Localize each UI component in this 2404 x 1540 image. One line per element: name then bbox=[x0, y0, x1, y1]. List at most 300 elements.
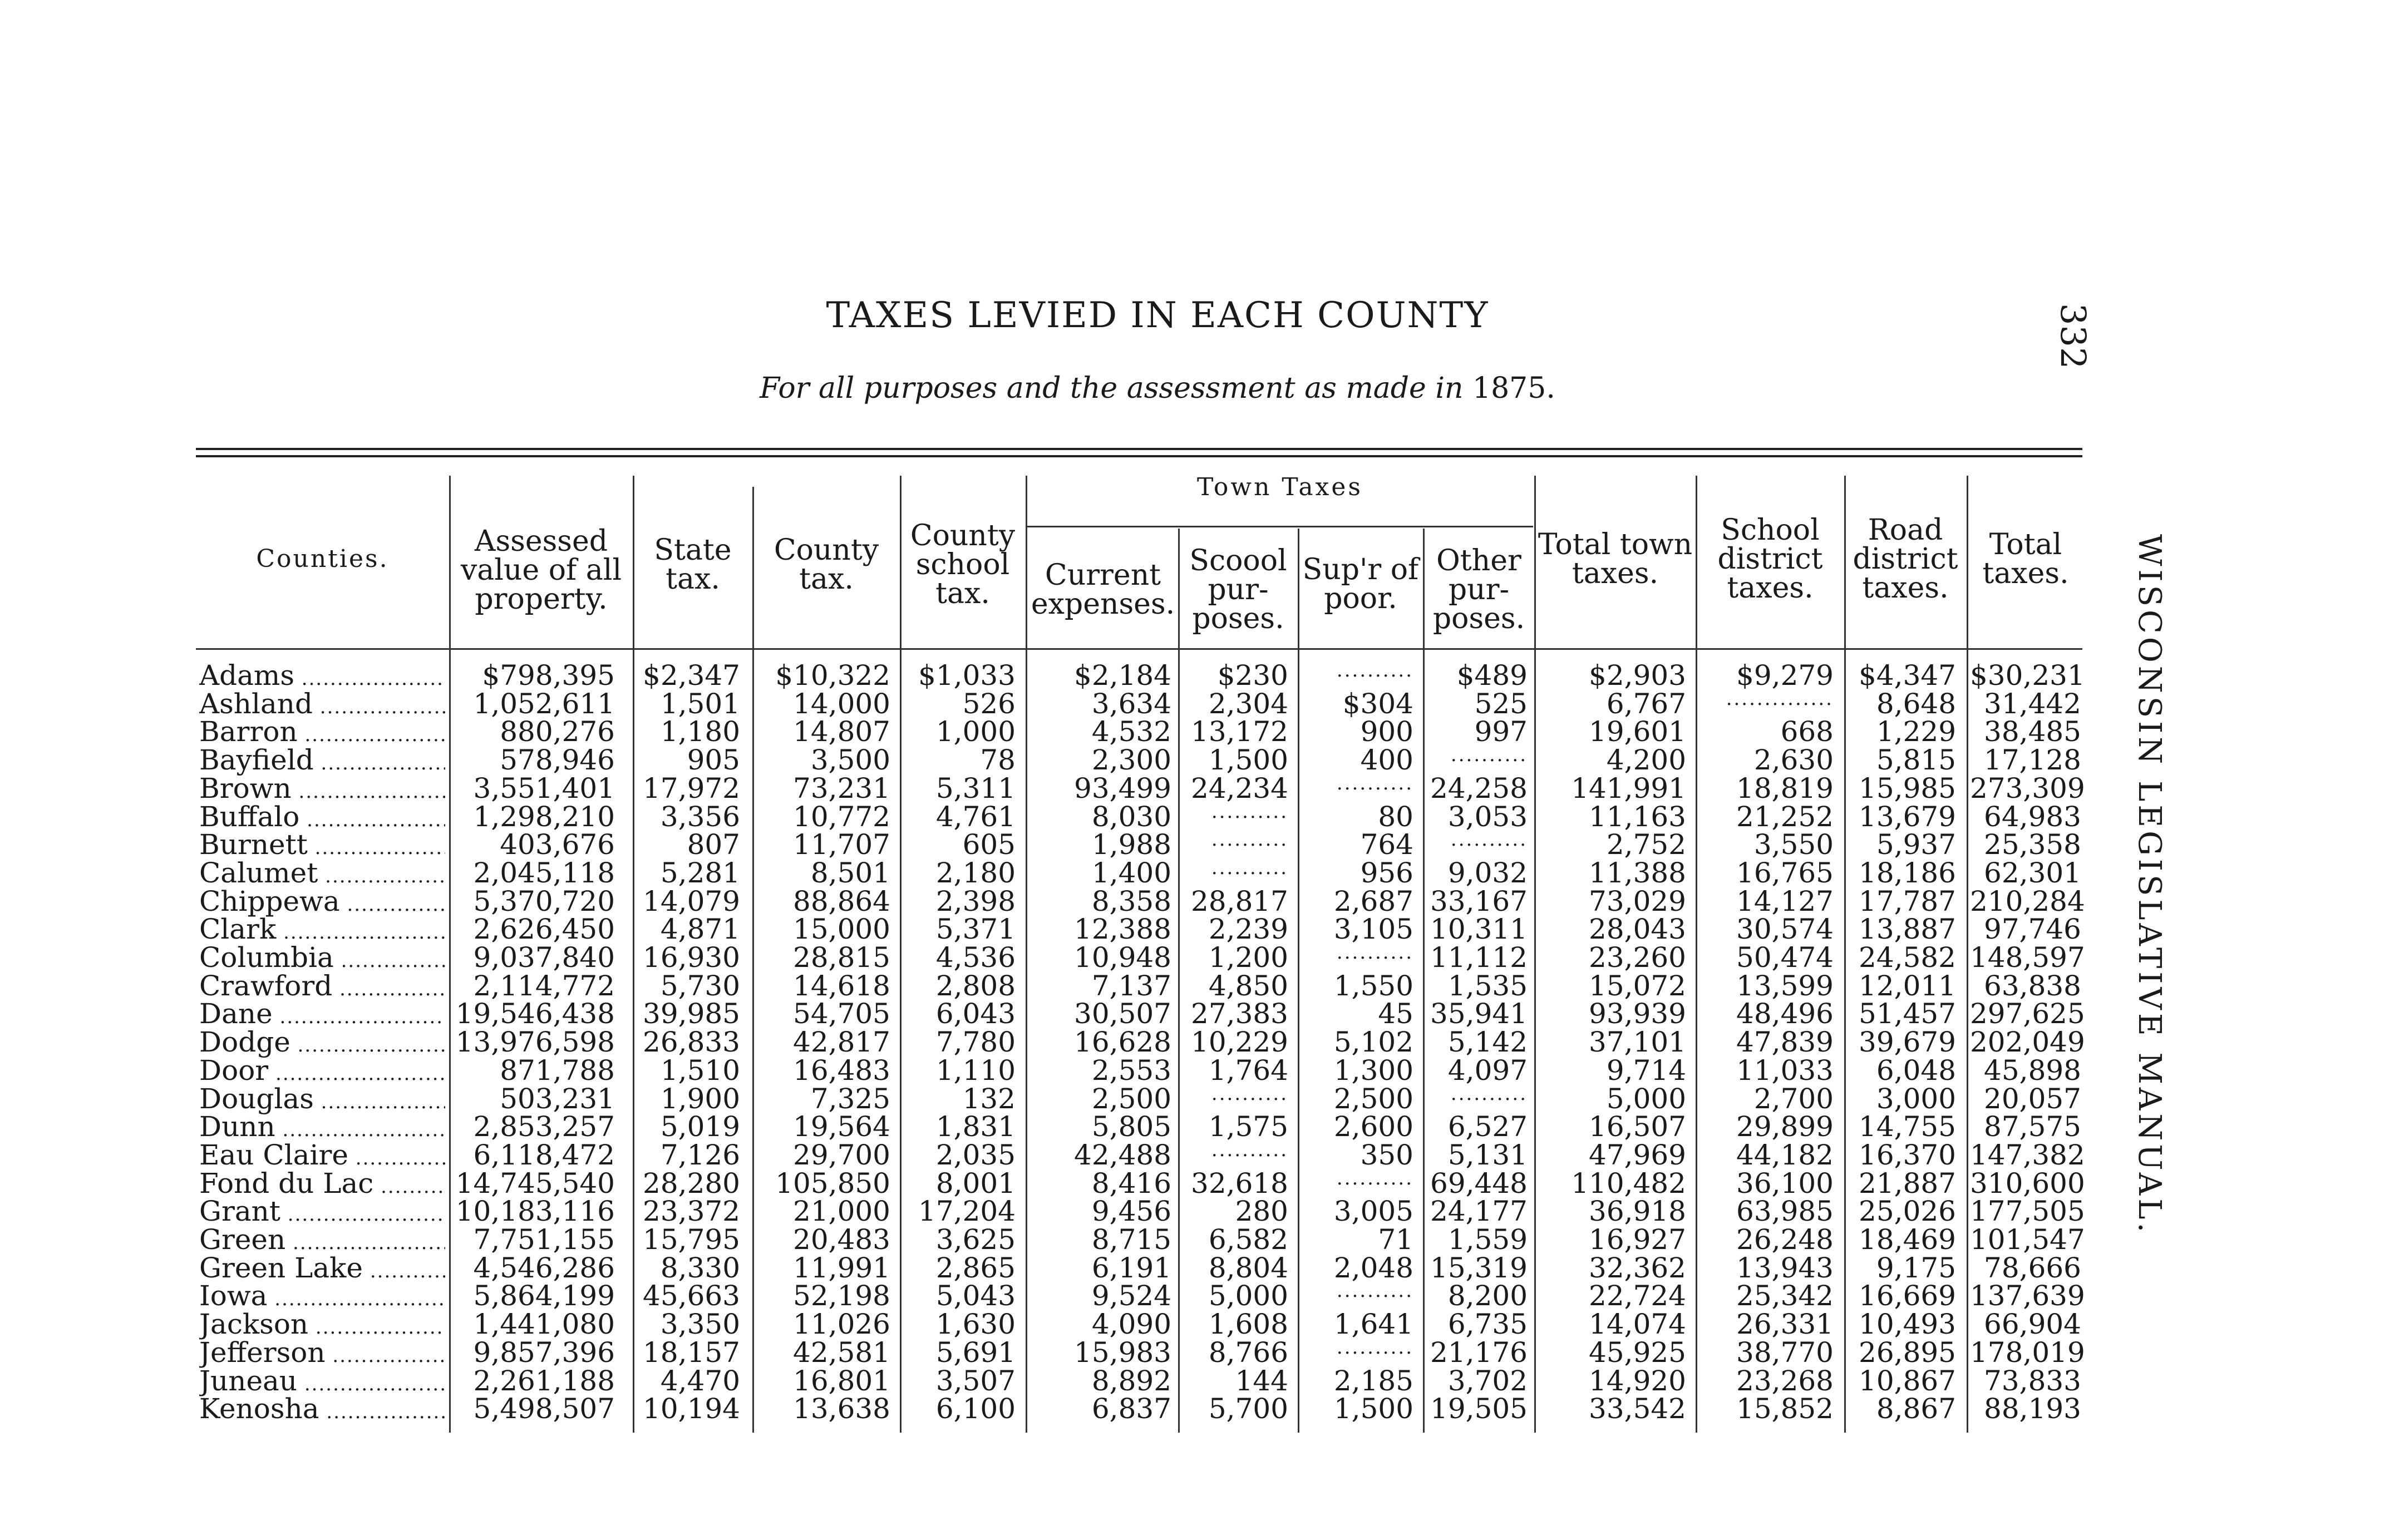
table-cell: 13,638 bbox=[793, 1393, 890, 1425]
table-cell: 668 bbox=[1780, 715, 1834, 748]
table-cell: 9,857,396 bbox=[473, 1336, 615, 1369]
table-cell: 5,498,507 bbox=[473, 1393, 615, 1425]
table-cell: 2,553 bbox=[1091, 1054, 1171, 1087]
table-cell: 54,705 bbox=[793, 998, 890, 1030]
table-cell: 15,983 bbox=[1074, 1336, 1171, 1369]
header-current-expenses: Current expenses. bbox=[1031, 559, 1175, 621]
county-name: Clark ..... bbox=[199, 913, 445, 945]
table-cell: 503,231 bbox=[500, 1082, 615, 1115]
table-cell: 93,499 bbox=[1074, 772, 1171, 804]
table-cell: 2,500 bbox=[1333, 1082, 1413, 1115]
table-cell: 141,991 bbox=[1571, 772, 1686, 804]
table-cell: 14,127 bbox=[1736, 885, 1834, 917]
county-name: Green Lake ..... bbox=[199, 1252, 445, 1284]
table-cell: 8,416 bbox=[1091, 1167, 1171, 1200]
table-cell: 16,628 bbox=[1074, 1026, 1171, 1059]
table-cell: 21,000 bbox=[793, 1195, 890, 1228]
table-cell: 15,072 bbox=[1589, 969, 1686, 1002]
county-name: Calumet ..... bbox=[199, 857, 445, 889]
table-cell: 210,284 bbox=[1970, 885, 2085, 917]
table-cell: 1,988 bbox=[1091, 828, 1171, 861]
table-cell: 8,804 bbox=[1208, 1251, 1288, 1284]
table-cell: 51,457 bbox=[1859, 998, 1956, 1030]
county-name: Brown ..... bbox=[199, 772, 445, 804]
header-assessed: Assessed value of all property. bbox=[460, 525, 622, 616]
table-cell: 15,000 bbox=[793, 913, 890, 946]
header-state-tax: State tax. bbox=[654, 534, 732, 596]
table-cell: 7,325 bbox=[810, 1082, 890, 1115]
top-rule-2 bbox=[196, 455, 2082, 457]
table-cell: 2,687 bbox=[1333, 885, 1413, 917]
table-cell: 11,991 bbox=[793, 1251, 890, 1284]
table-cell: 16,507 bbox=[1589, 1110, 1686, 1143]
table-cell: 93,939 bbox=[1589, 998, 1686, 1030]
table-cell: 1,535 bbox=[1447, 969, 1528, 1002]
table-cell: 147,382 bbox=[1970, 1138, 2085, 1171]
table-cell: 14,079 bbox=[643, 885, 740, 917]
column-divider bbox=[449, 476, 451, 1433]
table-cell: 23,268 bbox=[1736, 1364, 1834, 1397]
table-cell: $9,279 bbox=[1736, 659, 1834, 692]
header-county-tax: County tax. bbox=[774, 534, 879, 596]
table-cell: 13,599 bbox=[1736, 969, 1834, 1002]
table-cell: $489 bbox=[1456, 659, 1528, 692]
table-cell: 48,496 bbox=[1736, 998, 1834, 1030]
table-cell: .............. bbox=[1726, 687, 1834, 710]
table-cell: 6,048 bbox=[1876, 1054, 1956, 1087]
table-cell: 28,817 bbox=[1191, 885, 1288, 917]
table-cell: 5,142 bbox=[1447, 1026, 1528, 1059]
table-cell: 38,770 bbox=[1736, 1336, 1834, 1369]
table-cell: 3,551,401 bbox=[473, 772, 615, 804]
table-cell: 2,035 bbox=[935, 1138, 1016, 1171]
subtitle-year: 1875. bbox=[1472, 372, 1555, 405]
table-cell: 1,200 bbox=[1208, 941, 1288, 974]
table-cell: 78,666 bbox=[1984, 1251, 2081, 1284]
table-cell: 15,795 bbox=[643, 1223, 740, 1256]
table-cell: 525 bbox=[1474, 687, 1528, 720]
table-cell: 14,000 bbox=[793, 687, 890, 720]
table-cell: 62,301 bbox=[1984, 856, 2081, 889]
table-cell: 6,837 bbox=[1091, 1393, 1171, 1425]
table-cell: 3,000 bbox=[1876, 1082, 1956, 1115]
table-cell: 10,229 bbox=[1191, 1026, 1288, 1059]
county-name: Juneau ..... bbox=[199, 1365, 445, 1397]
table-cell: 10,867 bbox=[1859, 1364, 1956, 1397]
table-cell: 11,112 bbox=[1430, 941, 1528, 974]
table-cell: 66,904 bbox=[1984, 1308, 2081, 1341]
table-cell: 8,330 bbox=[660, 1251, 740, 1284]
county-name: Eau Claire ..... bbox=[199, 1139, 445, 1171]
table-cell: .......... bbox=[1211, 828, 1288, 851]
county-name: Jefferson ..... bbox=[199, 1336, 445, 1369]
table-cell: 45,898 bbox=[1984, 1054, 2081, 1087]
table-cell: 5,937 bbox=[1876, 828, 1956, 861]
table-cell: 13,172 bbox=[1191, 715, 1288, 748]
table-cell: 22,724 bbox=[1589, 1280, 1686, 1312]
table-cell: 8,715 bbox=[1091, 1223, 1171, 1256]
table-cell: 71 bbox=[1378, 1223, 1413, 1256]
table-cell: 13,976,598 bbox=[455, 1026, 615, 1059]
table-cell: 31,442 bbox=[1984, 687, 2081, 720]
table-cell: 24,177 bbox=[1430, 1195, 1528, 1228]
table-cell: 297,625 bbox=[1970, 998, 2085, 1030]
table-cell: 1,500 bbox=[1208, 744, 1288, 777]
header-county-school-tax: County school tax. bbox=[910, 519, 1016, 610]
table-cell: .......... bbox=[1336, 1336, 1413, 1359]
table-cell: 1,400 bbox=[1091, 856, 1171, 889]
table-cell: 8,001 bbox=[935, 1167, 1016, 1200]
table-cell: 5,043 bbox=[935, 1280, 1016, 1312]
table-cell: 273,309 bbox=[1970, 772, 2085, 804]
table-cell: $304 bbox=[1342, 687, 1413, 720]
table-cell: 17,787 bbox=[1859, 885, 1956, 917]
table-cell: 4,546,286 bbox=[473, 1251, 615, 1284]
table-cell: 280 bbox=[1235, 1195, 1288, 1228]
table-cell: 63,838 bbox=[1984, 969, 2081, 1002]
table-cell: 20,483 bbox=[793, 1223, 890, 1256]
table-cell: 101,547 bbox=[1970, 1223, 2085, 1256]
table-cell: 5,102 bbox=[1333, 1026, 1413, 1059]
header-supr-of-poor: Sup'r of poor. bbox=[1302, 553, 1419, 615]
table-cell: 88,193 bbox=[1984, 1393, 2081, 1425]
table-cell: 42,581 bbox=[793, 1336, 890, 1369]
table-cell: 997 bbox=[1474, 715, 1528, 748]
table-cell: 5,805 bbox=[1091, 1110, 1171, 1143]
table-cell: 1,559 bbox=[1447, 1223, 1528, 1256]
table-cell: .......... bbox=[1450, 744, 1528, 767]
table-cell: 132 bbox=[962, 1082, 1016, 1115]
page-number: 332 bbox=[2053, 303, 2093, 369]
table-cell: 32,618 bbox=[1191, 1167, 1288, 1200]
table-cell: 3,500 bbox=[810, 744, 890, 777]
table-cell: 178,019 bbox=[1970, 1336, 2085, 1369]
column-divider bbox=[1967, 476, 1968, 1433]
table-cell: 5,019 bbox=[660, 1110, 740, 1143]
table-cell: 177,505 bbox=[1970, 1195, 2085, 1228]
county-name: Iowa ..... bbox=[199, 1280, 445, 1312]
table-cell: 11,707 bbox=[793, 828, 890, 861]
table-cell: 5,000 bbox=[1208, 1280, 1288, 1312]
table-cell: 42,488 bbox=[1074, 1138, 1171, 1171]
table-cell: .......... bbox=[1336, 1167, 1413, 1189]
table-cell: 1,831 bbox=[935, 1110, 1016, 1143]
table-cell: $230 bbox=[1217, 659, 1288, 692]
table-cell: 3,702 bbox=[1447, 1364, 1528, 1397]
table-cell: 3,105 bbox=[1333, 913, 1413, 946]
table-cell: 28,043 bbox=[1589, 913, 1686, 946]
county-name: Barron ..... bbox=[199, 715, 445, 748]
table-cell: 1,298,210 bbox=[473, 800, 615, 833]
running-head: WISCONSIN LEGISLATIVE MANUAL. bbox=[2131, 534, 2167, 1236]
table-cell: 3,005 bbox=[1333, 1195, 1413, 1228]
table-cell: 13,943 bbox=[1736, 1251, 1834, 1284]
table-cell: 2,304 bbox=[1208, 687, 1288, 720]
table-cell: 2,261,188 bbox=[473, 1364, 615, 1397]
table-cell: 400 bbox=[1360, 744, 1413, 777]
table-cell: 11,388 bbox=[1589, 856, 1686, 889]
table-cell: 1,441,080 bbox=[473, 1308, 615, 1341]
column-divider bbox=[1026, 476, 1027, 1433]
table-cell: 18,186 bbox=[1859, 856, 1956, 889]
table-cell: 7,126 bbox=[660, 1138, 740, 1171]
table-cell: 6,767 bbox=[1606, 687, 1686, 720]
table-cell: 17,204 bbox=[918, 1195, 1016, 1228]
table-cell: 14,745,540 bbox=[455, 1167, 615, 1200]
county-name: Door ..... bbox=[199, 1054, 445, 1087]
table-cell: .......... bbox=[1336, 659, 1413, 682]
table-cell: 8,030 bbox=[1091, 800, 1171, 833]
table-cell: 1,575 bbox=[1208, 1110, 1288, 1143]
table-cell: $798,395 bbox=[482, 659, 615, 692]
table-cell: 105,850 bbox=[775, 1167, 890, 1200]
table-cell: 4,871 bbox=[660, 913, 740, 946]
table-cell: 24,234 bbox=[1191, 772, 1288, 804]
top-rule-1 bbox=[196, 448, 2082, 450]
table-cell: 63,985 bbox=[1736, 1195, 1834, 1228]
header-other-purposes: Other pur- poses. bbox=[1432, 544, 1525, 635]
table-cell: 350 bbox=[1360, 1138, 1413, 1171]
table-cell: 403,676 bbox=[500, 828, 615, 861]
table-cell: $1,033 bbox=[918, 659, 1016, 692]
table-cell: 3,550 bbox=[1753, 828, 1834, 861]
table-cell: 6,043 bbox=[935, 998, 1016, 1030]
table-cell: 36,100 bbox=[1736, 1167, 1834, 1200]
table-cell: 8,358 bbox=[1091, 885, 1171, 917]
table-cell: 7,751,155 bbox=[473, 1223, 615, 1256]
table-cell: 9,037,840 bbox=[473, 941, 615, 974]
table-cell: 5,131 bbox=[1447, 1138, 1528, 1171]
table-cell: 5,691 bbox=[935, 1336, 1016, 1369]
table-cell: 1,550 bbox=[1333, 969, 1413, 1002]
table-cell: 47,839 bbox=[1736, 1026, 1834, 1059]
table-cell: 605 bbox=[962, 828, 1016, 861]
county-name: Crawford ..... bbox=[199, 970, 445, 1002]
county-name: Burnett ..... bbox=[199, 828, 445, 861]
table-cell: 28,280 bbox=[643, 1167, 740, 1200]
table-cell: 2,185 bbox=[1333, 1364, 1413, 1397]
table-cell: 10,772 bbox=[793, 800, 890, 833]
table-cell: 2,865 bbox=[935, 1251, 1016, 1284]
table-cell: 578,946 bbox=[500, 744, 615, 777]
header-total-taxes: Total taxes. bbox=[1982, 528, 2069, 590]
county-name: Columbia ..... bbox=[199, 941, 445, 974]
table-cell: 9,032 bbox=[1447, 856, 1528, 889]
table-cell: 29,899 bbox=[1736, 1110, 1834, 1143]
table-cell: 956 bbox=[1360, 856, 1413, 889]
table-cell: 8,892 bbox=[1091, 1364, 1171, 1397]
table-cell: 14,074 bbox=[1589, 1308, 1686, 1341]
table-cell: 202,049 bbox=[1970, 1026, 2085, 1059]
table-cell: 33,167 bbox=[1430, 885, 1528, 917]
subtitle-text: For all purposes and the assessment as made in bbox=[760, 372, 1464, 405]
table-cell: 6,582 bbox=[1208, 1223, 1288, 1256]
table-cell: 764 bbox=[1360, 828, 1413, 861]
county-name: Grant ..... bbox=[199, 1195, 445, 1227]
table-cell: 137,639 bbox=[1970, 1280, 2085, 1312]
table-cell: 905 bbox=[687, 744, 740, 777]
county-name: Dunn ..... bbox=[199, 1110, 445, 1143]
table-cell: 52,198 bbox=[793, 1280, 890, 1312]
table-cell: 38,485 bbox=[1984, 715, 2081, 748]
table-cell: 1,608 bbox=[1208, 1308, 1288, 1341]
table-cell: 12,011 bbox=[1859, 969, 1956, 1002]
table-cell: 10,948 bbox=[1074, 941, 1171, 974]
table-cell: .......... bbox=[1450, 1082, 1528, 1105]
table-cell: 27,383 bbox=[1191, 998, 1288, 1030]
table-cell: 9,456 bbox=[1091, 1195, 1171, 1228]
table-cell: 5,700 bbox=[1208, 1393, 1288, 1425]
table-cell: 33,542 bbox=[1589, 1393, 1686, 1425]
table-cell: 16,483 bbox=[793, 1054, 890, 1087]
town-taxes-group-header: Town Taxes bbox=[1196, 473, 1363, 501]
table-cell: 1,501 bbox=[660, 687, 740, 720]
table-cell: 5,371 bbox=[935, 913, 1016, 946]
table-cell: 45,925 bbox=[1589, 1336, 1686, 1369]
table-cell: 16,669 bbox=[1859, 1280, 1956, 1312]
table-cell: 1,510 bbox=[660, 1054, 740, 1087]
table-cell: 4,532 bbox=[1091, 715, 1171, 748]
table-cell: 15,852 bbox=[1736, 1393, 1834, 1425]
table-cell: 15,319 bbox=[1430, 1251, 1528, 1284]
table-cell: 36,918 bbox=[1589, 1195, 1686, 1228]
table-cell: 5,730 bbox=[660, 969, 740, 1002]
table-cell: .......... bbox=[1211, 1082, 1288, 1105]
county-name: Dane ..... bbox=[199, 998, 445, 1030]
table-cell: 5,311 bbox=[935, 772, 1016, 804]
table-cell: .......... bbox=[1336, 941, 1413, 964]
header-counties: Counties. bbox=[256, 545, 389, 573]
county-name: Dodge ..... bbox=[199, 1026, 445, 1058]
table-cell: 19,564 bbox=[793, 1110, 890, 1143]
table-cell: 64,983 bbox=[1984, 800, 2081, 833]
table-cell: 10,183,116 bbox=[455, 1195, 615, 1228]
table-cell: .......... bbox=[1336, 772, 1413, 794]
table-cell: 15,985 bbox=[1859, 772, 1956, 804]
table-cell: 26,833 bbox=[643, 1026, 740, 1059]
table-cell: 32,362 bbox=[1589, 1251, 1686, 1284]
table-cell: 30,574 bbox=[1736, 913, 1834, 946]
table-cell: 4,850 bbox=[1208, 969, 1288, 1002]
table-cell: 10,194 bbox=[643, 1393, 740, 1425]
table-cell: 18,819 bbox=[1736, 772, 1834, 804]
table-cell: .......... bbox=[1211, 1138, 1288, 1161]
table-cell: 526 bbox=[962, 687, 1016, 720]
table-cell: 7,780 bbox=[935, 1026, 1016, 1059]
table-cell: 4,470 bbox=[660, 1364, 740, 1397]
table-cell: 8,501 bbox=[810, 856, 890, 889]
table-cell: 17,972 bbox=[643, 772, 740, 804]
table-cell: $2,903 bbox=[1589, 659, 1686, 692]
table-cell: $2,347 bbox=[643, 659, 740, 692]
table-cell: 6,735 bbox=[1447, 1308, 1528, 1341]
table-cell: 28,815 bbox=[793, 941, 890, 974]
table-cell: 25,342 bbox=[1736, 1280, 1834, 1312]
table-cell: 2,626,450 bbox=[473, 913, 615, 946]
table-cell: 26,331 bbox=[1736, 1308, 1834, 1341]
table-cell: 88,864 bbox=[793, 885, 890, 917]
table-cell: 16,930 bbox=[643, 941, 740, 974]
table-cell: 871,788 bbox=[500, 1054, 615, 1087]
header-bottom-rule bbox=[196, 648, 2082, 650]
table-cell: 73,833 bbox=[1984, 1364, 2081, 1397]
table-cell: 16,927 bbox=[1589, 1223, 1686, 1256]
table-cell: 26,895 bbox=[1859, 1336, 1956, 1369]
table-cell: 37,101 bbox=[1589, 1026, 1686, 1059]
table-cell: 2,114,772 bbox=[473, 969, 615, 1002]
table-cell: .......... bbox=[1211, 800, 1288, 823]
table-cell: 17,128 bbox=[1984, 744, 2081, 777]
table-cell: 5,370,720 bbox=[473, 885, 615, 917]
table-cell: 6,100 bbox=[935, 1393, 1016, 1425]
table-cell: 5,815 bbox=[1876, 744, 1956, 777]
county-name: Ashland ..... bbox=[199, 688, 445, 720]
column-divider bbox=[1696, 476, 1697, 1433]
table-cell: 2,398 bbox=[935, 885, 1016, 917]
table-cell: 24,582 bbox=[1859, 941, 1956, 974]
table-cell: 3,053 bbox=[1447, 800, 1528, 833]
table-cell: 1,229 bbox=[1876, 715, 1956, 748]
table-cell: 2,752 bbox=[1606, 828, 1686, 861]
table-cell: 5,281 bbox=[660, 856, 740, 889]
table-cell: 148,597 bbox=[1970, 941, 2085, 974]
county-name: Douglas ..... bbox=[199, 1083, 445, 1115]
table-cell: 880,276 bbox=[500, 715, 615, 748]
table-cell: 5,000 bbox=[1606, 1082, 1686, 1115]
table-cell: 14,755 bbox=[1859, 1110, 1956, 1143]
table-cell: 45 bbox=[1378, 998, 1413, 1030]
table-cell: 8,867 bbox=[1876, 1393, 1956, 1425]
table-cell: 2,700 bbox=[1753, 1082, 1834, 1115]
table-cell: 4,097 bbox=[1447, 1054, 1528, 1087]
table-cell: 310,600 bbox=[1970, 1167, 2085, 1200]
table-cell: 16,765 bbox=[1736, 856, 1834, 889]
table-cell: 50,474 bbox=[1736, 941, 1834, 974]
column-divider bbox=[752, 487, 754, 1433]
table-cell: 8,648 bbox=[1876, 687, 1956, 720]
county-name: Adams ..... bbox=[199, 659, 445, 692]
table-cell: 23,372 bbox=[643, 1195, 740, 1228]
table-cell: 8,200 bbox=[1447, 1280, 1528, 1312]
table-cell: 23,260 bbox=[1589, 941, 1686, 974]
table-cell: 1,110 bbox=[935, 1054, 1016, 1087]
table-cell: 24,258 bbox=[1430, 772, 1528, 804]
table-cell: 1,764 bbox=[1208, 1054, 1288, 1087]
table-cell: 39,679 bbox=[1859, 1026, 1956, 1059]
table-cell: .......... bbox=[1336, 1280, 1413, 1302]
table-cell: $2,184 bbox=[1074, 659, 1171, 692]
table-cell: 1,300 bbox=[1333, 1054, 1413, 1087]
table-cell: 14,618 bbox=[793, 969, 890, 1002]
table-cell: 21,252 bbox=[1736, 800, 1834, 833]
table-cell: 69,448 bbox=[1430, 1167, 1528, 1200]
page-subtitle bbox=[718, 372, 1597, 405]
table-cell: 19,601 bbox=[1589, 715, 1686, 748]
table-cell: 3,634 bbox=[1091, 687, 1171, 720]
table-cell: 12,388 bbox=[1074, 913, 1171, 946]
page-title: TAXES LEVIED IN EACH COUNTY bbox=[826, 295, 1489, 336]
table-cell: 21,887 bbox=[1859, 1167, 1956, 1200]
header-school-district-taxes: School district taxes. bbox=[1717, 514, 1823, 605]
table-cell: 18,469 bbox=[1859, 1223, 1956, 1256]
table-cell: 2,239 bbox=[1208, 913, 1288, 946]
table-cell: 2,808 bbox=[935, 969, 1016, 1002]
table-cell: 11,033 bbox=[1736, 1054, 1834, 1087]
table-cell: 26,248 bbox=[1736, 1223, 1834, 1256]
table-cell: 3,350 bbox=[660, 1308, 740, 1341]
table-cell: 14,807 bbox=[793, 715, 890, 748]
table-cell: 11,026 bbox=[793, 1308, 890, 1341]
